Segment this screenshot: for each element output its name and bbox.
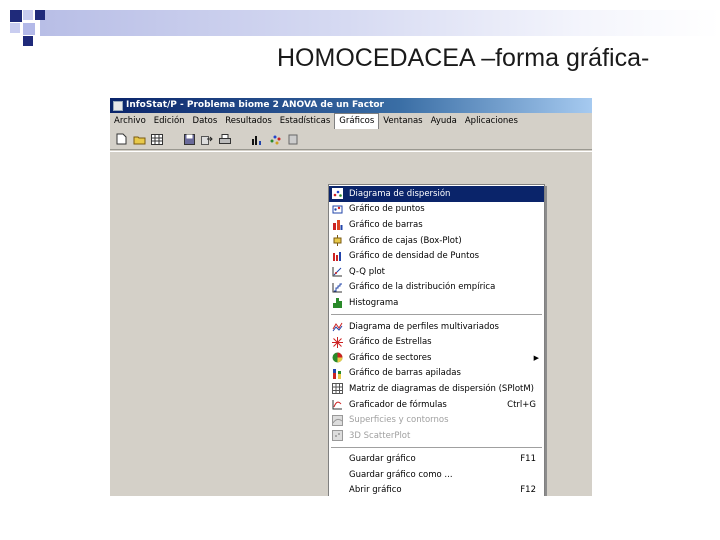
- table-icon[interactable]: [150, 132, 164, 146]
- menu-item-graficador-formulas[interactable]: Graficador de fórmulas Ctrl+G: [329, 397, 544, 413]
- menu-archivo[interactable]: Archivo: [114, 116, 146, 126]
- deco-square: [10, 10, 22, 22]
- profiles-icon: [331, 321, 343, 333]
- menu-item-guardar-como[interactable]: Guardar gráfico como ...: [349, 469, 453, 480]
- scatter-icon: [331, 188, 343, 200]
- slide-decoration: [0, 0, 720, 50]
- ecdf-icon: [331, 281, 343, 293]
- menu-item-densidad-puntos[interactable]: Gráfico de densidad de Puntos: [329, 248, 544, 264]
- shortcut-label: F11: [520, 454, 536, 465]
- window-titlebar[interactable]: [110, 98, 592, 113]
- graficos-dropdown-menu: [328, 184, 545, 496]
- scatter-toolbar-icon[interactable]: [268, 132, 282, 146]
- menu-estadisticas[interactable]: Estadísticas: [279, 116, 331, 126]
- matrix-icon: [331, 383, 343, 395]
- menu-item-grafico-puntos[interactable]: Gráfico de puntos: [329, 202, 544, 218]
- menu-ventanas[interactable]: Ventanas: [383, 116, 423, 126]
- menu-item-barras-apiladas[interactable]: Gráfico de barras apiladas: [329, 366, 544, 382]
- menu-item-histograma[interactable]: Histograma: [329, 295, 544, 311]
- menu-bar: [110, 113, 592, 129]
- print-icon[interactable]: [218, 132, 232, 146]
- shortcut-label: F12: [520, 485, 536, 496]
- app-icon: [113, 101, 123, 111]
- toolbar: [110, 129, 592, 150]
- menu-graficos[interactable]: Gráficos: [334, 113, 379, 129]
- export-icon[interactable]: [200, 132, 214, 146]
- menu-separator: [331, 314, 542, 316]
- menu-item-matriz-dispersion[interactable]: Matriz de diagramas de dispersión (SPlotM): [329, 381, 544, 397]
- save-icon[interactable]: [182, 132, 196, 146]
- surface-icon: [331, 414, 343, 426]
- bar-chart-icon[interactable]: [250, 132, 264, 146]
- deco-square: [23, 36, 33, 46]
- deco-square: [35, 10, 45, 20]
- deco-square: [10, 23, 20, 33]
- deco-square: [23, 23, 35, 35]
- new-file-icon[interactable]: [114, 132, 128, 146]
- menu-resultados[interactable]: Resultados: [225, 116, 272, 126]
- formula-icon: [331, 399, 343, 411]
- stacked-bars-icon: [331, 367, 343, 379]
- menu-item-grafico-sectores[interactable]: Gráfico de sectores ▶: [329, 350, 544, 366]
- menu-aplicaciones[interactable]: Aplicaciones: [464, 116, 518, 126]
- histogram-icon: [331, 297, 343, 309]
- bars-icon: [331, 219, 343, 231]
- slide-title: HOMOCEDACEA –forma gráfica-: [277, 44, 650, 72]
- menu-ayuda[interactable]: Ayuda: [430, 116, 457, 126]
- deco-square: [23, 10, 33, 20]
- menu-item-guardar-grafico[interactable]: Guardar gráfico F11: [349, 454, 536, 465]
- window-title: InfoStat/P - Problema biome 2 ANOVA de un Factor: [126, 100, 384, 110]
- menu-item-3d-scatterplot[interactable]: 3D ScatterPlot: [329, 428, 544, 444]
- boxplot-icon: [331, 235, 343, 247]
- menu-separator: [331, 447, 542, 449]
- open-folder-icon[interactable]: [132, 132, 146, 146]
- menu-item-grafico-estrellas[interactable]: Gráfico de Estrellas: [329, 334, 544, 350]
- pie-icon: [331, 352, 343, 364]
- menu-item-qq-plot[interactable]: Q-Q plot: [329, 264, 544, 280]
- menu-datos[interactable]: Datos: [192, 116, 218, 126]
- menu-item-diagrama-dispersion[interactable]: Diagrama de dispersión: [329, 186, 544, 202]
- star-icon: [331, 336, 343, 348]
- menu-item-perfiles-multivariados[interactable]: Diagrama de perfiles multivariados: [329, 319, 544, 335]
- menu-item-distribucion-empirica[interactable]: Gráfico de la distribución empírica: [329, 280, 544, 296]
- menu-item-superficies-contornos[interactable]: Superficies y contornos: [329, 412, 544, 428]
- menu-item-abrir-grafico[interactable]: Abrir gráfico F12: [349, 485, 536, 496]
- settings-icon[interactable]: [286, 132, 300, 146]
- submenu-arrow-icon: ▶: [533, 353, 539, 362]
- dots-icon: [331, 203, 343, 215]
- menu-edicion[interactable]: Edición: [153, 116, 185, 126]
- app-window: [110, 98, 592, 496]
- shortcut-label: Ctrl+G: [507, 399, 536, 410]
- qq-icon: [331, 266, 343, 278]
- menu-item-box-plot[interactable]: Gráfico de cajas (Box-Plot): [329, 233, 544, 249]
- density-icon: [331, 250, 343, 262]
- header-band: [40, 10, 720, 36]
- workspace: [110, 151, 592, 496]
- scatter3d-icon: [331, 430, 343, 442]
- menu-item-grafico-barras[interactable]: Gráfico de barras: [329, 217, 544, 233]
